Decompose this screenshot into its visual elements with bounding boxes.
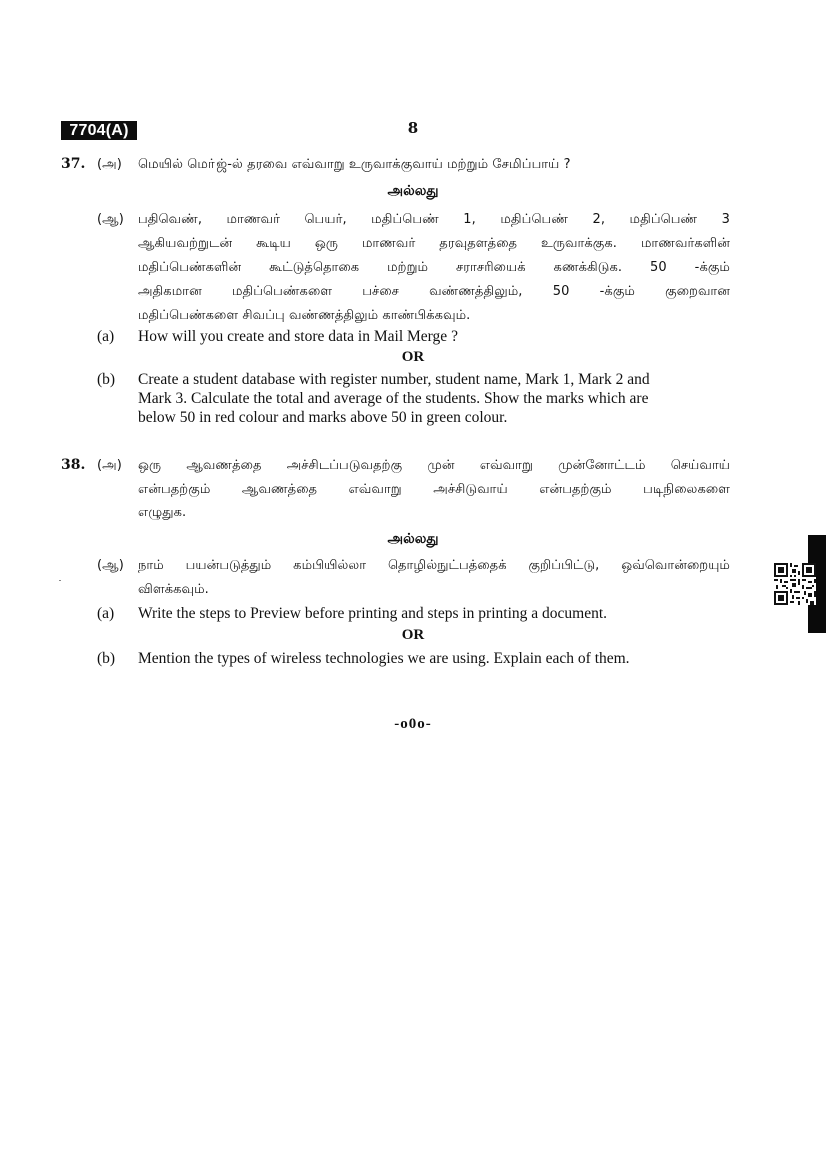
end-of-paper-mark: -o0o- bbox=[394, 716, 432, 732]
q37-tamil-b-line: அதிகமான மதிப்பெண்களை பச்சை வண்ணத்திலும், 50 -க்கும் குறைவான bbox=[138, 284, 730, 299]
qr-code-icon bbox=[774, 563, 816, 605]
q37-english-b-label: (b) bbox=[97, 371, 116, 388]
q37-tamil-b-line: ஆகியவற்றுடன் கூடிய ஒரு மாணவர் தரவுதளத்தை உருவாக்குக. மாணவர்களின் bbox=[138, 236, 730, 251]
q38-english-b-line: Mention the types of wireless technologies we are using. Explain each of them. bbox=[138, 650, 630, 667]
q37-tamil-b-line: மதிப்பெண்களின் கூட்டுத்தொகை மற்றும் சராசரியைக் கணக்கிடுக. 50 -க்கும் bbox=[138, 260, 730, 275]
q38-tamil-b-line: விளக்கவும். bbox=[138, 582, 209, 597]
q37-tamil-a-label: (அ) bbox=[97, 157, 122, 172]
question-number-37: 37. bbox=[61, 156, 86, 172]
q38-english-a-label: (a) bbox=[97, 605, 115, 622]
q38-tamil-b-label: (ஆ) bbox=[97, 558, 124, 573]
q38-tamil-a-label: (அ) bbox=[97, 458, 122, 473]
q37-tamil-b-label: (ஆ) bbox=[97, 212, 124, 227]
q38-tamil-a-line: ஒரு ஆவணத்தை அச்சிடப்படுவதற்கு முன் எவ்வாறு முன்னோட்டம் செய்வாய் bbox=[138, 458, 730, 473]
q37-tamil-or: அல்லது bbox=[387, 183, 439, 199]
q37-english-a-label: (a) bbox=[97, 328, 115, 345]
q37-english-b-line: Mark 3. Calculate the total and average of the students. Show the marks which are bbox=[138, 390, 649, 407]
q38-tamil-a-line: என்பதற்கும் ஆவணத்தை எவ்வாறு அச்சிடுவாய் என்பதற்கும் படிநிலைகளை bbox=[138, 482, 730, 497]
q38-tamil-a-line: எழுதுக. bbox=[138, 505, 187, 520]
q37-english-b-line: Create a student database with register number, student name, Mark 1, Mark 2 and bbox=[138, 371, 650, 388]
q38-tamil-b-line: நாம் பயன்படுத்தும் கம்பியில்லா தொழில்நுட்பத்தைக் குறிப்பிட்டு, ஒவ்வொன்றையும் bbox=[138, 558, 730, 573]
q37-english-a-line: How will you create and store data in Mail Merge ? bbox=[138, 328, 458, 345]
q37-english-or: OR bbox=[401, 349, 425, 365]
q38-english-or: OR bbox=[401, 627, 425, 643]
q38-tamil-or: அல்லது bbox=[387, 531, 439, 547]
q37-english-b-line: below 50 in red colour and marks above 50 in green colour. bbox=[138, 409, 508, 426]
q38-english-b-label: (b) bbox=[97, 650, 116, 667]
paper-code-badge: 7704(A) bbox=[61, 121, 137, 140]
q38-english-a-line: Write the steps to Preview before printing and steps in printing a document. bbox=[138, 605, 608, 622]
page-number: 8 bbox=[407, 119, 419, 137]
stray-dot bbox=[59, 580, 61, 581]
question-number-38: 38. bbox=[61, 457, 86, 473]
q37-tamil-a-line: மெயில் மொ்ஜ்-ல் தரவை எவ்வாறு உருவாக்குவாய் மற்றும் சேமிப்பாய் ? bbox=[138, 157, 571, 172]
q37-tamil-b-line: பதிவெண், மாணவர் பெயர், மதிப்பெண் 1, மதிப்பெண் 2, மதிப்பெண் 3 bbox=[138, 212, 730, 227]
q37-tamil-b-line: மதிப்பெண்களை சிவப்பு வண்ணத்திலும் காண்பிக்கவும். bbox=[138, 308, 471, 323]
